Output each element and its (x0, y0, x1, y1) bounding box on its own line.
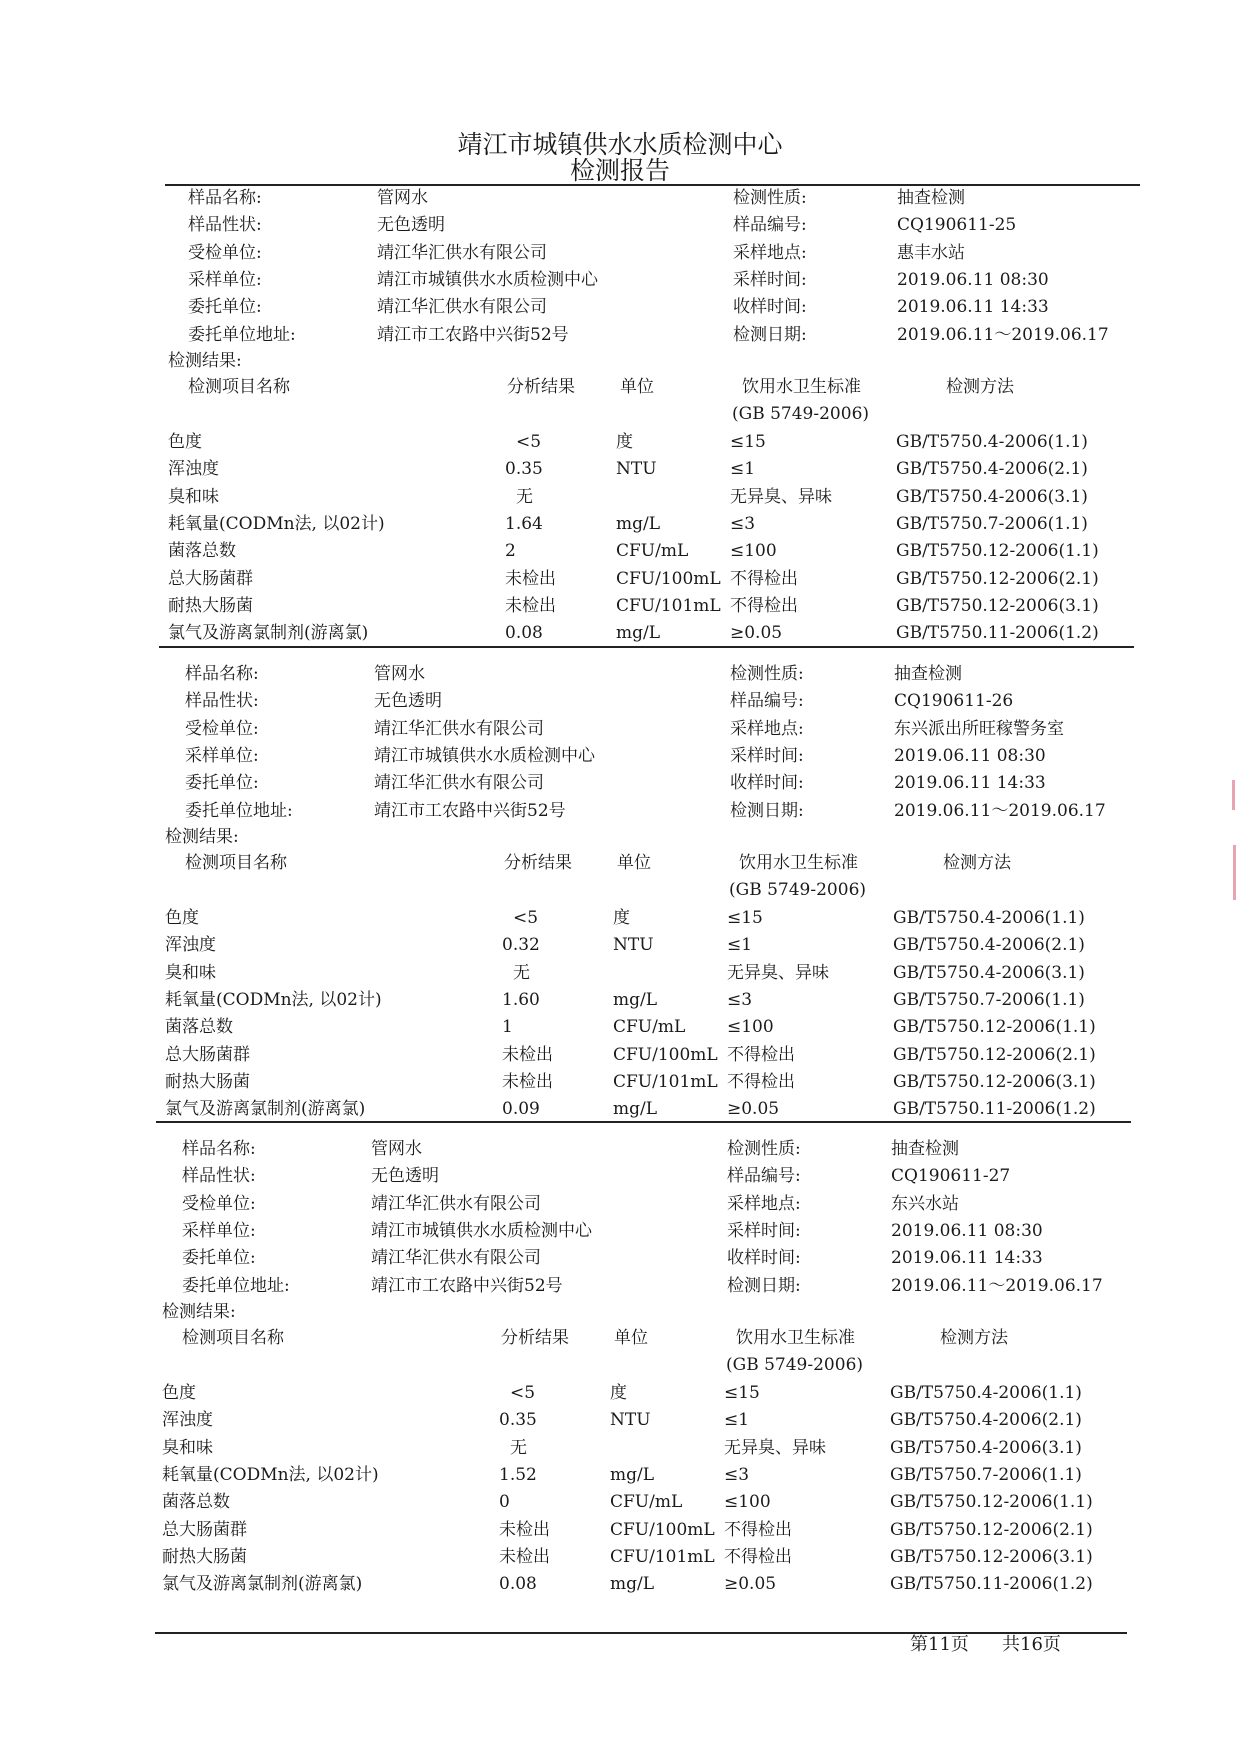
receive-time-label: 收样时间: (730, 773, 804, 794)
item-name: 浑浊度 (165, 935, 216, 956)
item-unit: CFU/100mL (613, 1044, 718, 1065)
col-standard-header: 饮用水卫生标准 (736, 1328, 855, 1348)
col-standard-header: 饮用水卫生标准 (742, 377, 861, 397)
inspected-unit-label: 受检单位: (182, 1193, 256, 1214)
sampling-site-value: 东兴水站 (891, 1193, 959, 1214)
col-method-header: 检测方法 (943, 853, 1011, 873)
receive-time-value: 2019.06.11 14:33 (894, 773, 1046, 794)
item-result: <5 (516, 432, 542, 452)
receive-time-value: 2019.06.11 14:33 (891, 1248, 1043, 1269)
item-unit: mg/L (616, 623, 661, 644)
sampling-site-value: 东兴派出所旺稼警务室 (894, 718, 1064, 739)
col-unit-header: 单位 (620, 377, 654, 397)
item-result: <5 (513, 908, 539, 928)
item-unit: 度 (616, 432, 633, 452)
col-result-header: 分析结果 (501, 1328, 569, 1348)
item-result: 0 (499, 1492, 510, 1513)
item-standard: ≤1 (730, 459, 756, 480)
receive-time-label: 收样时间: (727, 1248, 801, 1269)
item-name: 菌落总数 (168, 541, 236, 562)
sample-state-label: 样品性状: (185, 691, 259, 712)
item-result: 0.32 (502, 935, 540, 956)
item-result: 未检出 (499, 1519, 550, 1540)
item-name: 耐热大肠菌 (165, 1071, 250, 1092)
sample-state-value: 无色透明 (377, 215, 445, 236)
col-unit-header: 单位 (614, 1328, 648, 1348)
sample-no-value: CQ190611-27 (891, 1166, 1011, 1187)
header-rule (165, 184, 1140, 186)
client-address-value: 靖江市工农路中兴街52号 (374, 800, 566, 821)
test-nature-label: 检测性质: (733, 188, 807, 208)
sampling-unit-label: 采样单位: (188, 269, 262, 290)
item-unit: CFU/mL (616, 541, 689, 562)
item-unit: NTU (616, 459, 657, 480)
test-nature-label: 检测性质: (727, 1139, 801, 1159)
item-unit: NTU (613, 935, 654, 956)
sample-name-value: 管网水 (377, 188, 428, 208)
item-method: GB/T5750.12-2006(1.1) (893, 1017, 1096, 1038)
sampling-time-label: 采样时间: (730, 745, 804, 766)
test-date-value: 2019.06.11～2019.06.17 (897, 324, 1109, 345)
item-method: GB/T5750.4-2006(3.1) (893, 962, 1085, 983)
sampling-unit-label: 采样单位: (182, 1220, 256, 1241)
col-standard-ref: (GB 5749-2006) (732, 404, 870, 424)
col-result-header: 分析结果 (504, 853, 572, 873)
test-date-value: 2019.06.11～2019.06.17 (891, 1275, 1103, 1296)
item-result: 未检出 (502, 1044, 553, 1065)
item-unit: mg/L (610, 1464, 655, 1485)
item-standard: ≤15 (727, 908, 763, 928)
item-standard: ≤100 (730, 541, 777, 562)
item-method: GB/T5750.12-2006(2.1) (890, 1519, 1093, 1540)
edge-mark (1232, 780, 1235, 810)
sampling-site-label: 采样地点: (730, 718, 804, 739)
item-method: GB/T5750.12-2006(2.1) (893, 1044, 1096, 1065)
item-method: GB/T5750.7-2006(1.1) (893, 989, 1085, 1010)
item-method: GB/T5750.4-2006(3.1) (890, 1437, 1082, 1458)
item-method: GB/T5750.4-2006(1.1) (896, 432, 1088, 452)
col-item-header: 检测项目名称 (182, 1328, 284, 1348)
section-divider (156, 1121, 1131, 1123)
item-result: 1.52 (499, 1464, 537, 1485)
col-item-header: 检测项目名称 (188, 377, 290, 397)
sample-name-label: 样品名称: (182, 1139, 256, 1159)
client-address-label: 委托单位地址: (188, 324, 296, 345)
sampling-unit-label: 采样单位: (185, 745, 259, 766)
item-result: 1 (502, 1017, 513, 1038)
item-result: 1.64 (505, 513, 543, 534)
test-date-label: 检测日期: (730, 800, 804, 821)
sampling-time-value: 2019.06.11 08:30 (891, 1220, 1043, 1241)
col-result-header: 分析结果 (507, 377, 575, 397)
item-method: GB/T5750.12-2006(1.1) (896, 541, 1099, 562)
test-nature-value: 抽查检测 (897, 188, 965, 208)
item-result: 0.09 (502, 1099, 540, 1120)
item-unit: CFU/mL (610, 1492, 683, 1513)
item-result: 无 (513, 962, 530, 983)
sample-state-label: 样品性状: (188, 215, 262, 236)
col-unit-header: 单位 (617, 853, 651, 873)
client-address-value: 靖江市工农路中兴街52号 (371, 1275, 563, 1296)
item-standard: 不得检出 (727, 1044, 795, 1065)
sampling-unit-value: 靖江市城镇供水水质检测中心 (371, 1220, 592, 1241)
item-result: 未检出 (505, 568, 556, 589)
item-standard: ≤1 (727, 935, 753, 956)
receive-time-value: 2019.06.11 14:33 (897, 297, 1049, 318)
item-method: GB/T5750.4-2006(2.1) (893, 935, 1085, 956)
edge-mark (1233, 845, 1236, 900)
item-method: GB/T5750.12-2006(1.1) (890, 1492, 1093, 1513)
item-name: 耗氧量(CODMn法, 以02计) (162, 1464, 379, 1485)
inspected-unit-value: 靖江华汇供水有限公司 (374, 718, 544, 739)
item-result: 2 (505, 541, 516, 562)
test-nature-value: 抽查检测 (891, 1139, 959, 1159)
client-address-label: 委托单位地址: (185, 800, 293, 821)
sample-name-label: 样品名称: (185, 664, 259, 684)
item-result: 未检出 (502, 1071, 553, 1092)
item-standard: 无异臭、异味 (730, 486, 832, 507)
sampling-time-value: 2019.06.11 08:30 (894, 745, 1046, 766)
item-unit: mg/L (613, 989, 658, 1010)
inspected-unit-label: 受检单位: (185, 718, 259, 739)
item-standard: ≥0.05 (727, 1099, 780, 1120)
item-result: 0.08 (505, 623, 543, 644)
sampling-time-label: 采样时间: (733, 269, 807, 290)
item-name: 氯气及游离氯制剂(游离氯) (168, 623, 369, 644)
col-item-header: 检测项目名称 (185, 853, 287, 873)
results-label: 检测结果: (162, 1302, 236, 1322)
report-title: 靖江市城镇供水水质检测中心 (457, 130, 783, 159)
item-standard: 不得检出 (730, 595, 798, 616)
item-unit: CFU/mL (613, 1017, 686, 1038)
sampling-site-value: 惠丰水站 (897, 242, 965, 263)
item-unit: CFU/100mL (610, 1519, 715, 1540)
sample-name-value: 管网水 (374, 664, 425, 684)
test-nature-label: 检测性质: (730, 664, 804, 684)
client-unit-label: 委托单位: (182, 1248, 256, 1269)
item-standard: 无异臭、异味 (727, 962, 829, 983)
item-standard: ≤3 (727, 989, 753, 1010)
client-unit-value: 靖江华汇供水有限公司 (371, 1248, 541, 1269)
item-unit: 度 (610, 1383, 627, 1403)
item-name: 臭和味 (165, 962, 216, 983)
item-name: 色度 (168, 432, 202, 452)
test-date-value: 2019.06.11～2019.06.17 (894, 800, 1106, 821)
item-method: GB/T5750.4-2006(2.1) (896, 459, 1088, 480)
sample-no-label: 样品编号: (730, 691, 804, 712)
item-standard: ≤100 (727, 1017, 774, 1038)
item-name: 色度 (162, 1383, 196, 1403)
item-result: 0.08 (499, 1574, 537, 1595)
col-standard-ref: (GB 5749-2006) (729, 880, 867, 900)
sample-no-label: 样品编号: (727, 1166, 801, 1187)
footer-rule (155, 1632, 1127, 1634)
test-date-label: 检测日期: (733, 324, 807, 345)
results-label: 检测结果: (168, 351, 242, 371)
item-name: 总大肠菌群 (168, 568, 253, 589)
col-method-header: 检测方法 (946, 377, 1014, 397)
test-nature-value: 抽查检测 (894, 664, 962, 684)
item-name: 耗氧量(CODMn法, 以02计) (168, 513, 385, 534)
item-standard: 不得检出 (724, 1546, 792, 1567)
item-unit: mg/L (616, 513, 661, 534)
item-name: 浑浊度 (162, 1410, 213, 1431)
item-result: 无 (510, 1437, 527, 1458)
client-address-label: 委托单位地址: (182, 1275, 290, 1296)
item-name: 浑浊度 (168, 459, 219, 480)
sample-no-value: CQ190611-25 (897, 215, 1017, 236)
item-unit: NTU (610, 1410, 651, 1431)
item-standard: 不得检出 (724, 1519, 792, 1540)
item-method: GB/T5750.12-2006(2.1) (896, 568, 1099, 589)
item-result: <5 (510, 1383, 536, 1403)
inspected-unit-label: 受检单位: (188, 242, 262, 263)
item-name: 耐热大肠菌 (168, 595, 253, 616)
sample-name-label: 样品名称: (188, 188, 262, 208)
item-standard: ≤3 (730, 513, 756, 534)
item-method: GB/T5750.7-2006(1.1) (890, 1464, 1082, 1485)
item-result: 0.35 (505, 459, 543, 480)
page-total: 共16页 (1002, 1634, 1061, 1655)
item-unit: CFU/101mL (613, 1071, 718, 1092)
results-label: 检测结果: (165, 827, 239, 847)
item-unit: mg/L (613, 1099, 658, 1120)
sampling-unit-value: 靖江市城镇供水水质检测中心 (374, 745, 595, 766)
client-address-value: 靖江市工农路中兴街52号 (377, 324, 569, 345)
sample-state-label: 样品性状: (182, 1166, 256, 1187)
item-standard: ≤15 (724, 1383, 760, 1403)
item-name: 臭和味 (168, 486, 219, 507)
item-name: 耐热大肠菌 (162, 1546, 247, 1567)
sampling-site-label: 采样地点: (733, 242, 807, 263)
item-method: GB/T5750.12-2006(3.1) (893, 1071, 1096, 1092)
item-method: GB/T5750.4-2006(2.1) (890, 1410, 1082, 1431)
item-standard: ≤3 (724, 1464, 750, 1485)
page-number: 第11页 (910, 1634, 969, 1655)
section-divider (159, 646, 1134, 648)
item-name: 总大肠菌群 (162, 1519, 247, 1540)
item-unit: 度 (613, 908, 630, 928)
item-method: GB/T5750.11-2006(1.2) (893, 1099, 1096, 1120)
sampling-site-label: 采样地点: (727, 1193, 801, 1214)
item-method: GB/T5750.4-2006(1.1) (890, 1383, 1082, 1403)
item-name: 臭和味 (162, 1437, 213, 1458)
sample-no-value: CQ190611-26 (894, 691, 1014, 712)
sample-name-value: 管网水 (371, 1139, 422, 1159)
col-standard-ref: (GB 5749-2006) (726, 1355, 864, 1375)
item-unit: CFU/101mL (616, 595, 721, 616)
col-method-header: 检测方法 (940, 1328, 1008, 1348)
item-method: GB/T5750.11-2006(1.2) (890, 1574, 1093, 1595)
item-method: GB/T5750.4-2006(1.1) (893, 908, 1085, 928)
item-standard: 不得检出 (727, 1071, 795, 1092)
client-unit-value: 靖江华汇供水有限公司 (377, 297, 547, 318)
item-method: GB/T5750.7-2006(1.1) (896, 513, 1088, 534)
test-date-label: 检测日期: (727, 1275, 801, 1296)
sample-state-value: 无色透明 (374, 691, 442, 712)
sampling-time-value: 2019.06.11 08:30 (897, 269, 1049, 290)
item-unit: CFU/101mL (610, 1546, 715, 1567)
item-result: 无 (516, 486, 533, 507)
item-method: GB/T5750.4-2006(3.1) (896, 486, 1088, 507)
inspected-unit-value: 靖江华汇供水有限公司 (377, 242, 547, 263)
report-subtitle: 检测报告 (569, 156, 670, 185)
item-method: GB/T5750.12-2006(3.1) (890, 1546, 1093, 1567)
item-standard: 无异臭、异味 (724, 1437, 826, 1458)
sample-state-value: 无色透明 (371, 1166, 439, 1187)
sampling-unit-value: 靖江市城镇供水水质检测中心 (377, 269, 598, 290)
item-standard: ≤100 (724, 1492, 771, 1513)
item-standard: ≤15 (730, 432, 766, 452)
client-unit-label: 委托单位: (185, 773, 259, 794)
client-unit-value: 靖江华汇供水有限公司 (374, 773, 544, 794)
item-name: 耗氧量(CODMn法, 以02计) (165, 989, 382, 1010)
item-result: 1.60 (502, 989, 540, 1010)
item-standard: 不得检出 (730, 568, 798, 589)
item-name: 菌落总数 (165, 1017, 233, 1038)
col-standard-header: 饮用水卫生标准 (739, 853, 858, 873)
item-unit: CFU/100mL (616, 568, 721, 589)
item-name: 菌落总数 (162, 1492, 230, 1513)
item-method: GB/T5750.11-2006(1.2) (896, 623, 1099, 644)
item-standard: ≤1 (724, 1410, 750, 1431)
item-standard: ≥0.05 (730, 623, 783, 644)
item-name: 色度 (165, 908, 199, 928)
sample-no-label: 样品编号: (733, 215, 807, 236)
inspected-unit-value: 靖江华汇供水有限公司 (371, 1193, 541, 1214)
item-name: 总大肠菌群 (165, 1044, 250, 1065)
client-unit-label: 委托单位: (188, 297, 262, 318)
item-unit: mg/L (610, 1574, 655, 1595)
item-result: 未检出 (499, 1546, 550, 1567)
item-method: GB/T5750.12-2006(3.1) (896, 595, 1099, 616)
item-result: 未检出 (505, 595, 556, 616)
item-name: 氯气及游离氯制剂(游离氯) (165, 1099, 366, 1120)
item-standard: ≥0.05 (724, 1574, 777, 1595)
item-result: 0.35 (499, 1410, 537, 1431)
sampling-time-label: 采样时间: (727, 1220, 801, 1241)
item-name: 氯气及游离氯制剂(游离氯) (162, 1574, 363, 1595)
receive-time-label: 收样时间: (733, 297, 807, 318)
